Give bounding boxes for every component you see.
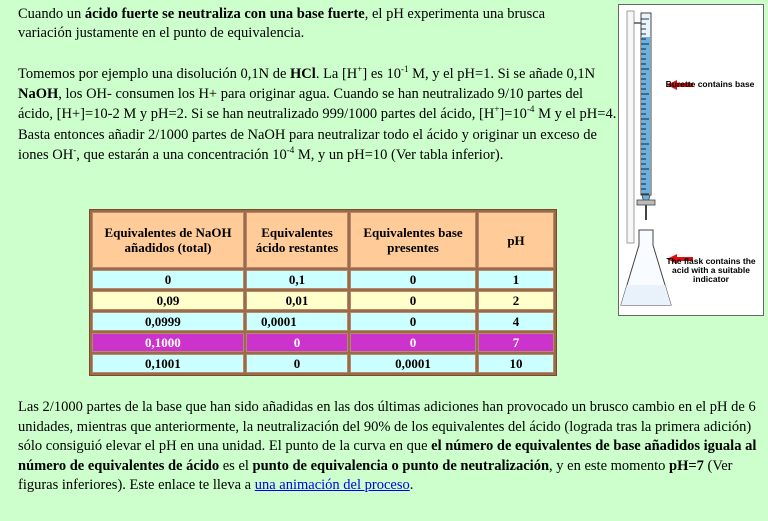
cell-naoh: 0,1001 [92,354,244,373]
cell-acid: 0 [246,333,348,352]
superscript: - [73,144,77,155]
superscript: + [357,64,363,74]
p3-bold-ph7: pH=7 [669,457,704,474]
cell-naoh: 0,0999 [92,312,244,331]
intro-bold: ácido fuerte se neutraliza con una base fuerte [84,6,365,22]
p2-text: M y el pH=4. Basta entonces añadir 2/1000 partes de NaOH para neutralizar todo el ácido y originar un exceso de iones OH [18,106,617,163]
neutralization-table [89,209,557,376]
table-header-row [92,212,554,268]
p2-text: . La [H [315,66,358,82]
table-row [92,312,554,331]
p3-text: es el [219,457,253,474]
p2-text: M, y un pH=10 (Ver tabla inferior). [294,146,504,163]
p2-text: , que estarán a una concentración 10 [76,146,287,163]
p3-bold-equivalence-point: punto de equivalencia o punto de neutralización [252,457,550,474]
table-row [92,291,554,310]
hcl-formula: HCl [290,66,316,82]
p3-bold-equivalents: el número de equivalentes de base añadidos iguala al número de equivalentes de ácido [18,438,757,474]
p2-text: ] es 10 [362,66,402,82]
flask-liquid [621,285,671,305]
p2-text: Tomemos por ejemplo una disolución 0,1N de [18,66,291,82]
cell-base: 0 [350,312,476,331]
cell-ph: 10 [478,354,554,373]
intro-paragraph [18,5,593,43]
cell-acid: 0,01 [246,291,348,310]
flask-label: The flask contains the acid with a suitable indicator [666,256,756,284]
p2-text: ]=10 [499,106,527,123]
p2-text: , los OH- consumen los H+ para originar agua. Cuando se han neutralizado 9/10 partes del ácido, [H+]=10-2 M y pH=2. Si se han neutralizado 999/1000 partes del ácido, [H [18,86,584,123]
example-paragraph [18,64,618,165]
cell-acid: 0,1 [246,270,348,289]
cell-naoh: 0,09 [92,291,244,310]
table-row [92,270,554,289]
p3-text: . [409,477,414,494]
cell-base: 0 [350,291,476,310]
header-acid-remaining: Equivalentes ácido restantes [246,212,348,268]
naoh-formula: NaOH [18,86,59,103]
p3-text: (Ver figuras inferiores). Este enlace te lleva a [18,457,733,494]
titration-figure [618,4,764,316]
intro-text-end: , el pH experimenta una brusca variación justamente en el punto de equivalencia. [18,6,546,42]
p3-text: Las 2/1000 partes de la base que han sido añadidas en las dos últimas adiciones han provocado un brusco cambio en el pH de 6 unidades, mientras que anteriormente, la neutralización del 90% de los equivalentes del ácido (lograda tras la primera adición) sólo consiguió elevar el pH en una unidad. El punto de la curva en que [18,399,756,455]
superscript: + [494,104,500,115]
cell-base: 0 [350,270,476,289]
burette-liquid [642,37,650,194]
cell-acid: 0,0001 [246,312,348,331]
cell-naoh: 0 [92,270,244,289]
cell-acid: 0 [246,354,348,373]
cell-ph: 1 [478,270,554,289]
cell-naoh: 0,1000 [92,333,244,352]
stopcock-icon [637,200,655,205]
table-row [92,354,554,373]
header-naoh-added: Equivalentes de NaOH añadidos (total) [92,212,244,268]
table-row-equivalence [92,333,554,352]
cell-base: 0 [350,333,476,352]
header-base-present: Equivalentes base presentes [350,212,476,268]
conclusion-paragraph [18,398,758,496]
cell-base: 0,0001 [350,354,476,373]
p2-text: M, y el pH=1. Si se añade 0,1N [408,66,596,82]
cell-ph: 2 [478,291,554,310]
stand-pole [627,11,634,243]
intro-text: Cuando un [18,6,85,22]
burette-label: Burette contains base [665,79,755,89]
animation-link[interactable]: una animación del proceso [254,477,410,494]
superscript: -4 [286,144,295,155]
cell-ph: 4 [478,312,554,331]
p3-text: , y en este momento [549,457,670,474]
header-ph: pH [478,212,554,268]
superscript: -4 [526,104,535,115]
superscript: -1 [401,64,409,74]
cell-ph: 7 [478,333,554,352]
